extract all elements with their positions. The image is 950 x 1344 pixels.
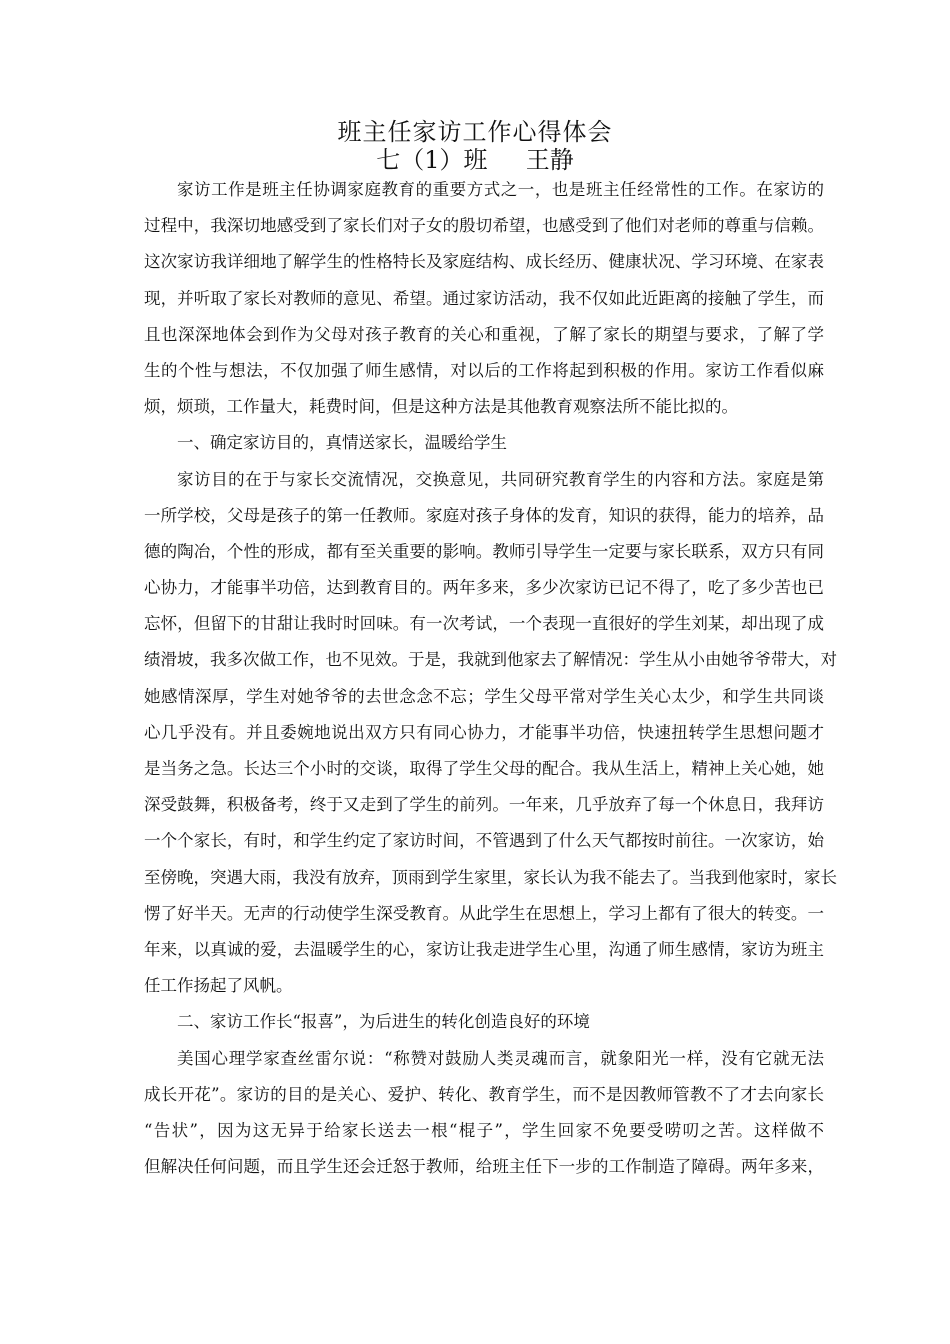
body-text-line: 过程中，我深切地感受到了家长们对子女的殷切希望，也感受到了他们对老师的尊重与信赖。 [144, 216, 824, 236]
body-text-line: 一所学校，父母是孩子的第一任教师。家庭对孩子身体的发育，知识的获得，能力的培养，品 [144, 505, 824, 525]
body-text-line: 成长开花”。家访的目的是关心、爱护、转化、教育学生，而不是因教师管教不了才去向家长 [144, 1084, 824, 1104]
body-text-line: 愣了好半天。无声的行动使学生深受教育。从此学生在思想上，学习上都有了很大的转变。一 [144, 903, 824, 923]
body-text-line: 任工作扬起了风帆。 [144, 976, 293, 996]
body-text-line: 年来，以真诚的爱，去温暖学生的心，家访让我走进学生心里，沟通了师生感情，家访为班主 [144, 939, 824, 959]
body-text-line: 德的陶冶，个性的形成，都有至关重要的影响。教师引导学生一定要与家长联系，双方只有同 [144, 541, 824, 561]
body-text-line: “告状”，因为这无异于给家长送去一根“棍子”，学生回家不免要受唠叨之苦。这样做不 [144, 1120, 824, 1140]
body-text-line: 忘怀，但留下的甘甜让我时时回味。有一次考试，一个表现一直很好的学生刘某，却出现了成 [144, 614, 824, 634]
body-text-line: 深受鼓舞，积极备考，终于又走到了学生的前列。一年来，几乎放弃了每一个休息日，我拜访 [144, 795, 824, 815]
author-line: 七（1）班 王静 [376, 146, 574, 174]
body-text-line: 家访目的在于与家长交流情况，交换意见，共同研究教育学生的内容和方法。家庭是第 [177, 469, 824, 489]
body-text-line: 一个个家长，有时，和学生约定了家访时间，不管遇到了什么天气都按时前往。一次家访，始 [144, 831, 824, 851]
body-text-line: 这次家访我详细地了解学生的性格特长及家庭结构、成长经历、健康状况、学习环境、在家表 [144, 252, 824, 272]
body-text-line: 至傍晚，突遇大雨，我没有放弃，顶雨到学生家里，家长认为我不能去了。当我到他家时，家长 [144, 867, 837, 887]
body-text-line: 烦，烦琐，工作量大，耗费时间，但是这种方法是其他教育观察法所不能比拟的。 [144, 397, 738, 417]
document-title: 班主任家访工作心得体会 [337, 118, 613, 146]
body-text-line: 是当务之急。长达三个小时的交谈，取得了学生父母的配合。我从生活上，精神上关心她，她 [144, 759, 824, 778]
body-text-line: 且也深深地体会到作为父母对孩子教育的关心和重视，了解了家长的期望与要求，了解了学 [144, 324, 824, 344]
body-text-line: 一、确定家访目的，真情送家长，温暖给学生 [177, 433, 507, 453]
body-text-line: 心几乎没有。并且委婉地说出双方只有同心协力，才能事半功倍，快速扭转学生思想问题才 [144, 722, 824, 742]
body-text-line: 她感情深厚，学生对她爷爷的去世念念不忘；学生父母平常对学生关心太少，和学生共同谈 [144, 686, 824, 706]
body-text-line: 美国心理学家查丝雷尔说：“称赞对鼓励人类灵魂而言，就象阳光一样，没有它就无法 [177, 1048, 824, 1068]
body-text-line: 生的个性与想法，不仅加强了师生感情，对以后的工作将起到积极的作用。家访工作看似麻 [144, 360, 824, 380]
body-text-line: 绩滑坡，我多次做工作，也不见效。于是，我就到他家去了解情况：学生从小由她爷爷带大，对 [144, 650, 837, 670]
body-text-line: 现，并听取了家长对教师的意见、希望。通过家访活动，我不仅如此近距离的接触了学生，而 [144, 288, 824, 308]
document-body [144, 172, 837, 1185]
body-text-line: 心协力，才能事半功倍，达到教育目的。两年多来，多少次家访已记不得了，吃了多少苦也已 [144, 578, 824, 598]
body-text-line: 但解决任何问题，而且学生还会迁怒于教师，给班主任下一步的工作制造了障碍。两年多来， [144, 1157, 824, 1177]
body-text-line: 二、家访工作长“报喜”，为后进生的转化创造良好的环境 [177, 1012, 590, 1032]
body-text-line: 家访工作是班主任协调家庭教育的重要方式之一，也是班主任经常性的工作。在家访的 [177, 180, 824, 199]
